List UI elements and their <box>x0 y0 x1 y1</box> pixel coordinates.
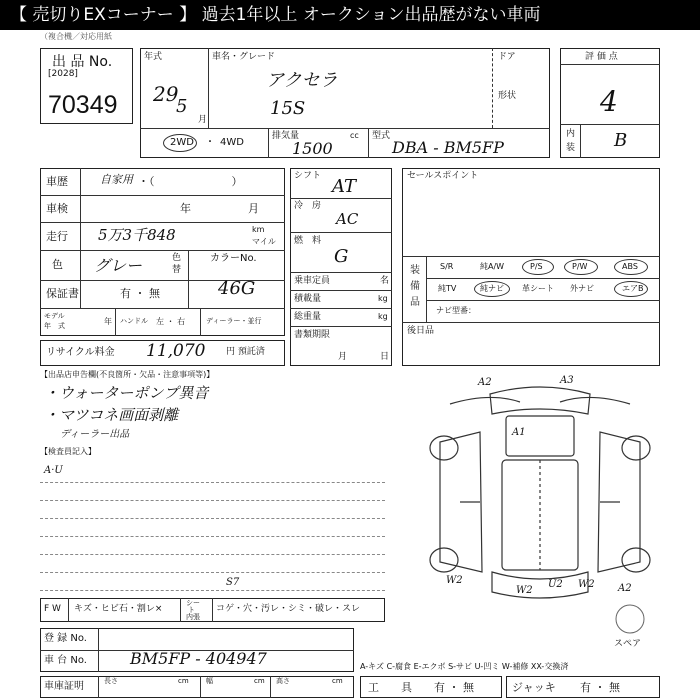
handle-value: 左 ・ 右 <box>156 317 186 326</box>
mark-a2-rear: A2 <box>618 583 632 594</box>
notes-line1: ・ウォーターポンプ異音 <box>44 384 209 402</box>
equip-navi: 純ナビ <box>480 284 504 293</box>
year-label: 年式 <box>144 52 163 62</box>
recycle-value: 11,070 <box>146 341 206 361</box>
chassis-value: BM5FP - 404947 <box>130 649 267 668</box>
ac-value: AC <box>336 210 359 228</box>
left-info-box <box>40 168 285 336</box>
history-value: 自家用 <box>100 173 133 186</box>
ac-label: 冷 房 <box>294 201 322 211</box>
color-value: グレー <box>94 256 143 275</box>
mileage-unit-mile: マイル <box>252 237 276 246</box>
year-value: 29 <box>153 82 179 106</box>
grade: 15S <box>270 98 306 119</box>
garage-label: 車庫証明 <box>44 681 84 692</box>
mark-u2: U2 <box>548 579 563 590</box>
drive-4wd: 4WD <box>220 137 244 148</box>
grade-score: 4 <box>600 85 618 118</box>
door-label: ドア <box>498 52 516 62</box>
fw-seat-2: ト <box>188 606 195 614</box>
garage-width-unit: cm <box>254 677 265 685</box>
inspector-note: A·U <box>44 465 63 476</box>
equip-abs: ABS <box>622 262 638 271</box>
interior-value: B <box>614 130 628 151</box>
recycle-unit: 円 預託済 <box>226 347 265 357</box>
color-label: 色 <box>52 258 63 271</box>
equip-extnavi: 外ナビ <box>570 284 594 293</box>
warranty-value: 有 ・ 無 <box>120 287 160 300</box>
drive-2wd: 2WD <box>170 137 194 148</box>
legend: A-キズ C-腐食 E-エクボ S-サビ U-凹ミ W-補修 XX-交換済 <box>360 662 569 671</box>
mark-a2-top: A2 <box>478 377 492 388</box>
chassis-label: 車 台 No. <box>44 655 87 666</box>
equip-label-1: 装 <box>410 265 420 276</box>
color-no-label: カラーNo. <box>210 253 257 264</box>
inspection-month: 月 <box>248 202 259 215</box>
color-change-2: 替 <box>172 265 182 275</box>
tools-label: 工 具 <box>368 681 412 694</box>
equip-pw: P/W <box>572 262 588 271</box>
gross-unit: kg <box>378 312 388 321</box>
shape-label: 形状 <box>498 91 517 101</box>
equip-airbag: エアB <box>622 284 644 293</box>
color-change-1: 色 <box>172 253 182 263</box>
model-value: DBA - BM5FP <box>392 138 504 157</box>
after-label: 後日品 <box>407 326 435 336</box>
navi-label: ナビ型番： <box>436 306 476 315</box>
model-year-label-1: モデル <box>44 312 65 320</box>
fw-label: F W <box>44 604 61 614</box>
mileage-value: 5万3千848 <box>98 226 176 244</box>
color-no-value: 46G <box>218 278 256 299</box>
jack-label: ジャッキ <box>512 681 556 694</box>
inspection-label: 車検 <box>46 202 68 215</box>
garage-length: 長さ <box>104 677 118 685</box>
lot-year-tag: [2028] <box>48 69 78 79</box>
banner-title: 【 売切りEXコーナー 】 過去1年以上 オークション出品歴がない車両 <box>0 0 700 30</box>
jack-value: 有 ・ 無 <box>580 681 620 694</box>
doc-label: 書類期限 <box>294 330 331 340</box>
fw-seat-3: 内張 <box>186 613 200 621</box>
displacement-label: 排気量 <box>272 131 300 141</box>
notes-line3: ディーラー出品 <box>60 429 130 440</box>
month-value: 5 <box>176 96 188 117</box>
notes-line2: ・マツコネ画面剥離 <box>44 406 179 424</box>
fw-seat-1: シー <box>186 599 200 607</box>
doc-day: 日 <box>380 352 390 362</box>
car-label: 車名・グレード <box>212 52 276 62</box>
notes-label: 【出品店申告欄(不良箇所・欠品・注意事項等)】 <box>40 370 215 379</box>
mark-w2-rear: W2 <box>516 585 533 596</box>
equip-label-2: 備 <box>410 281 420 292</box>
month-unit: 月 <box>198 115 208 125</box>
garage-box <box>40 676 354 698</box>
capacity-unit: 名 <box>380 276 390 286</box>
dealer-label: ディーラー・並行 <box>206 317 262 325</box>
handle-label: ハンドル <box>120 317 148 325</box>
interior-label-1: 内 <box>566 129 576 139</box>
displacement-value: 1500 <box>292 139 333 158</box>
doc-unit: 月 <box>338 352 348 362</box>
garage-length-unit: cm <box>178 677 189 685</box>
recycle-label: リサイクル料金 <box>46 347 115 358</box>
model-year-unit: 年 <box>104 317 112 326</box>
equip-tv: 純TV <box>438 284 457 293</box>
capacity-label: 乗車定員 <box>294 276 331 286</box>
mark-w2-left: W2 <box>446 575 463 586</box>
inspection-year: 年 <box>180 202 191 215</box>
garage-height: 高さ <box>276 677 290 685</box>
equip-leather: 革シート <box>522 284 554 293</box>
mark-a3: A3 <box>560 375 574 386</box>
subheader: （複合機／対応用紙 <box>40 32 112 41</box>
sales-label: セールスポイント <box>407 171 479 181</box>
fw-seat-items: コゲ・穴・汚レ・シミ・破レ・スレ <box>216 604 361 614</box>
spare-label: スペア <box>614 639 642 649</box>
model-year-label-2: 年 式 <box>44 322 65 330</box>
inspector-label: 【検査員記入】 <box>40 447 96 456</box>
interior-label-2: 装 <box>566 143 576 153</box>
mark-w2-right: W2 <box>578 579 595 590</box>
grade-label: 評 価 点 <box>585 52 618 62</box>
load-label: 積載量 <box>294 294 322 304</box>
mark-a1: A1 <box>512 427 526 438</box>
fw-seat-mark: S7 <box>226 577 240 588</box>
fw-items: キズ・ヒビ石・割レ× <box>74 604 163 614</box>
fuel-value: G <box>334 246 349 267</box>
shift-label: シフト <box>294 171 322 181</box>
tools-value: 有 ・ 無 <box>434 681 474 694</box>
history-rest: ・（ ） <box>138 175 243 188</box>
reg-label: 登 録 No. <box>44 633 87 644</box>
history-label: 車歴 <box>46 175 68 188</box>
model-label: 型式 <box>372 131 391 141</box>
load-unit: kg <box>378 294 388 303</box>
equip-label-3: 品 <box>410 297 420 308</box>
fuel-label: 燃 料 <box>294 236 322 246</box>
car-name: アクセラ <box>266 70 338 91</box>
drive-sep: ・ <box>205 137 215 148</box>
shift-value: AT <box>332 176 357 197</box>
garage-height-unit: cm <box>332 677 343 685</box>
displacement-unit: cc <box>350 131 359 140</box>
equip-aw: 純A/W <box>480 262 505 271</box>
equip-ps: P/S <box>530 262 543 271</box>
warranty-label: 保証書 <box>46 287 79 300</box>
equip-sr: S/R <box>440 262 454 271</box>
mileage-label: 走行 <box>46 230 68 243</box>
lot-label: 出 品 No. <box>52 54 113 70</box>
mileage-unit-km: km <box>252 225 265 234</box>
lot-number: 70349 <box>48 91 118 119</box>
garage-width: 幅 <box>206 677 213 685</box>
gross-label: 総重量 <box>294 312 322 322</box>
